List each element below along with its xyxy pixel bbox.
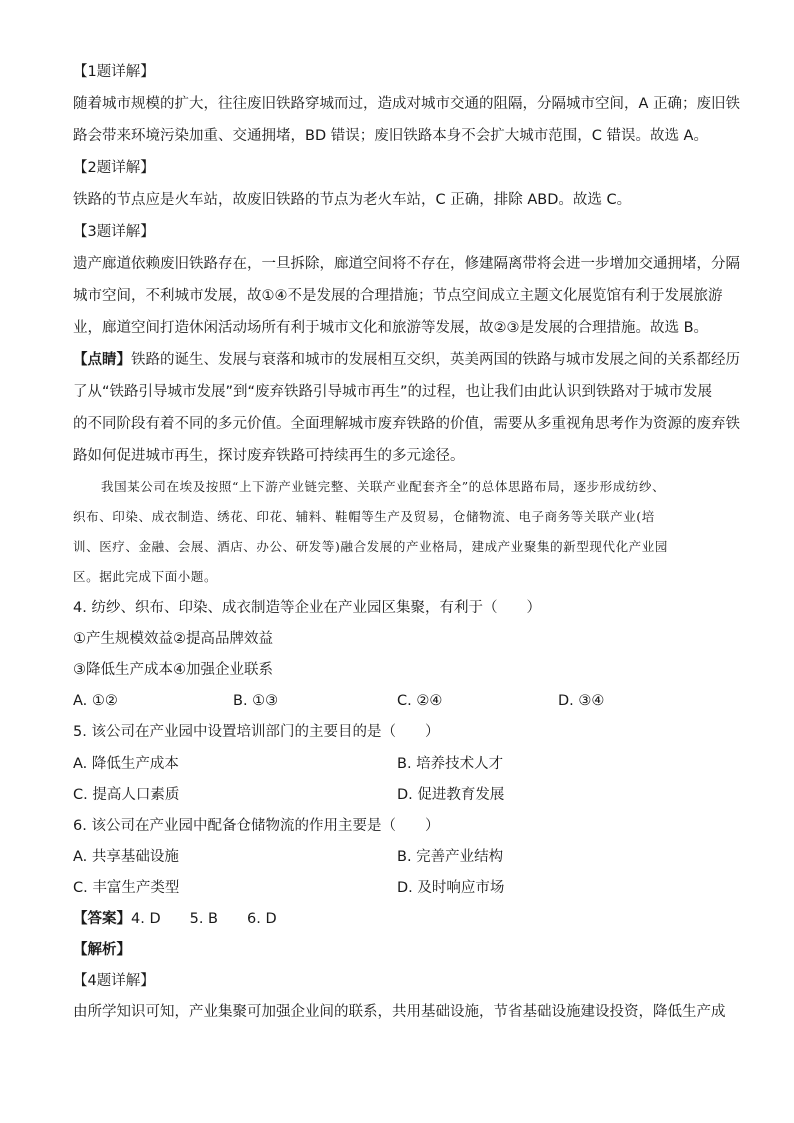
q5-option-b: B. 培养技术人才 [397,756,504,772]
q4-item-2: ③降低生产成本④加强企业联系 [73,662,273,678]
q3-heading: 【3题详解】 [73,224,155,240]
q5-option-c: C. 提高人口素质 [73,787,180,803]
dianjing-line-1: 【点睛】铁路的诞生、发展与衰落和城市的发展相互交织，英美两国的铁路与城市发展之间的关系都经历 [73,352,740,368]
answer-text: 4. D 5. B 6. D [131,911,277,927]
q6-option-b: B. 完善产业结构 [397,849,504,865]
dianjing-label: 【点睛】 [73,352,131,368]
q1-line-1: 随着城市规模的扩大，往往废旧铁路穿城而过，造成对城市交通的阻隔，分隔城市空间，A 正确；废旧铁 [73,96,741,112]
q1-line-2: 路会带来环境污染加重、交通拥堵，BD 错误；废旧铁路本身不会扩大城市范围，C 错误。故选 A。 [73,128,708,144]
answer-line [73,909,277,929]
q3-line-2: 城市空间，不利城市发展，故①④不是发展的合理措施；节点空间成立主题文化展览馆有利于发展旅游 [73,288,723,304]
q5-stem: 5. 该公司在产业园中设置培训部门的主要目的是（ ） [73,724,440,740]
q3-line-1: 遗产廊道依赖废旧铁路存在，一旦拆除，廊道空间将不存在，修建隔离带将会进一步增加交通拥堵，分隔 [73,256,740,272]
q2-line-1: 铁路的节点应是火车站，故废旧铁路的节点为老火车站，C 正确，排除 ABD。故选 C。 [73,192,632,208]
q4-detail-heading: 【4题详解】 [73,973,155,989]
q5-option-a: A. 降低生产成本 [73,756,179,772]
answer-label: 【答案】 [73,911,131,927]
q6-option-d: D. 及时响应市场 [397,880,505,896]
q4-option-a: A. ①② [73,693,118,709]
passage-line-3: 训、医疗、金融、会展、酒店、办公、研发等)融合发展的产业格局，建成产业聚集的新型现代化产业园 [73,539,668,554]
passage-line-4: 区。据此完成下面小题。 [73,569,218,584]
q4-item-1: ①产生规模效益②提高品牌效益 [73,631,273,647]
passage-line-1: 我国某公司在埃及按照“上下游产业链完整、关联产业配套齐全”的总体思路布局，逐步形成纺纱、 [101,479,666,494]
passage-line-2: 织布、印染、成衣制造、绣花、印花、辅料、鞋帽等生产及贸易，仓储物流、电子商务等关联产业(培 [73,509,655,524]
dianjing-line-2: 了从“铁路引导城市发展”到“废弃铁路引导城市再生”的过程，也让我们由此认识到铁路对于城市发展 [73,384,713,400]
q1-heading: 【1题详解】 [73,64,155,80]
q2-heading: 【2题详解】 [73,160,155,176]
q4-stem: 4. 纺纱、织布、印染、成衣制造等企业在产业园区集聚，有利于（ ） [73,600,541,616]
q6-stem: 6. 该公司在产业园中配备仓储物流的作用主要是（ ） [73,818,440,834]
dianjing-line-4: 路如何促进城市再生，探讨废弃铁路可持续再生的多元途径。 [73,448,465,464]
q3-line-3: 业，廊道空间打造休闲活动场所有利于城市文化和旅游等发展，故②③是发展的合理措施。故选 B。 [73,320,709,336]
q5-option-d: D. 促进教育发展 [397,787,505,803]
dianjing-line-3: 的不同阶段有着不同的多元价值。全面理解城市废弃铁路的价值，需要从多重视角思考作为资源的废弃铁 [73,416,740,432]
q6-option-c: C. 丰富生产类型 [73,880,180,896]
q4-option-c: C. ②④ [397,693,443,709]
q4-option-d: D. ③④ [558,693,605,709]
q4-option-b: B. ①③ [233,693,279,709]
analysis-label: 【解析】 [73,942,131,958]
q4-detail-line-1: 由所学知识可知，产业集聚可加强企业间的联系，共用基础设施，节省基础设施建设投资，降低生产成 [73,1004,726,1020]
q6-option-a: A. 共享基础设施 [73,849,179,865]
